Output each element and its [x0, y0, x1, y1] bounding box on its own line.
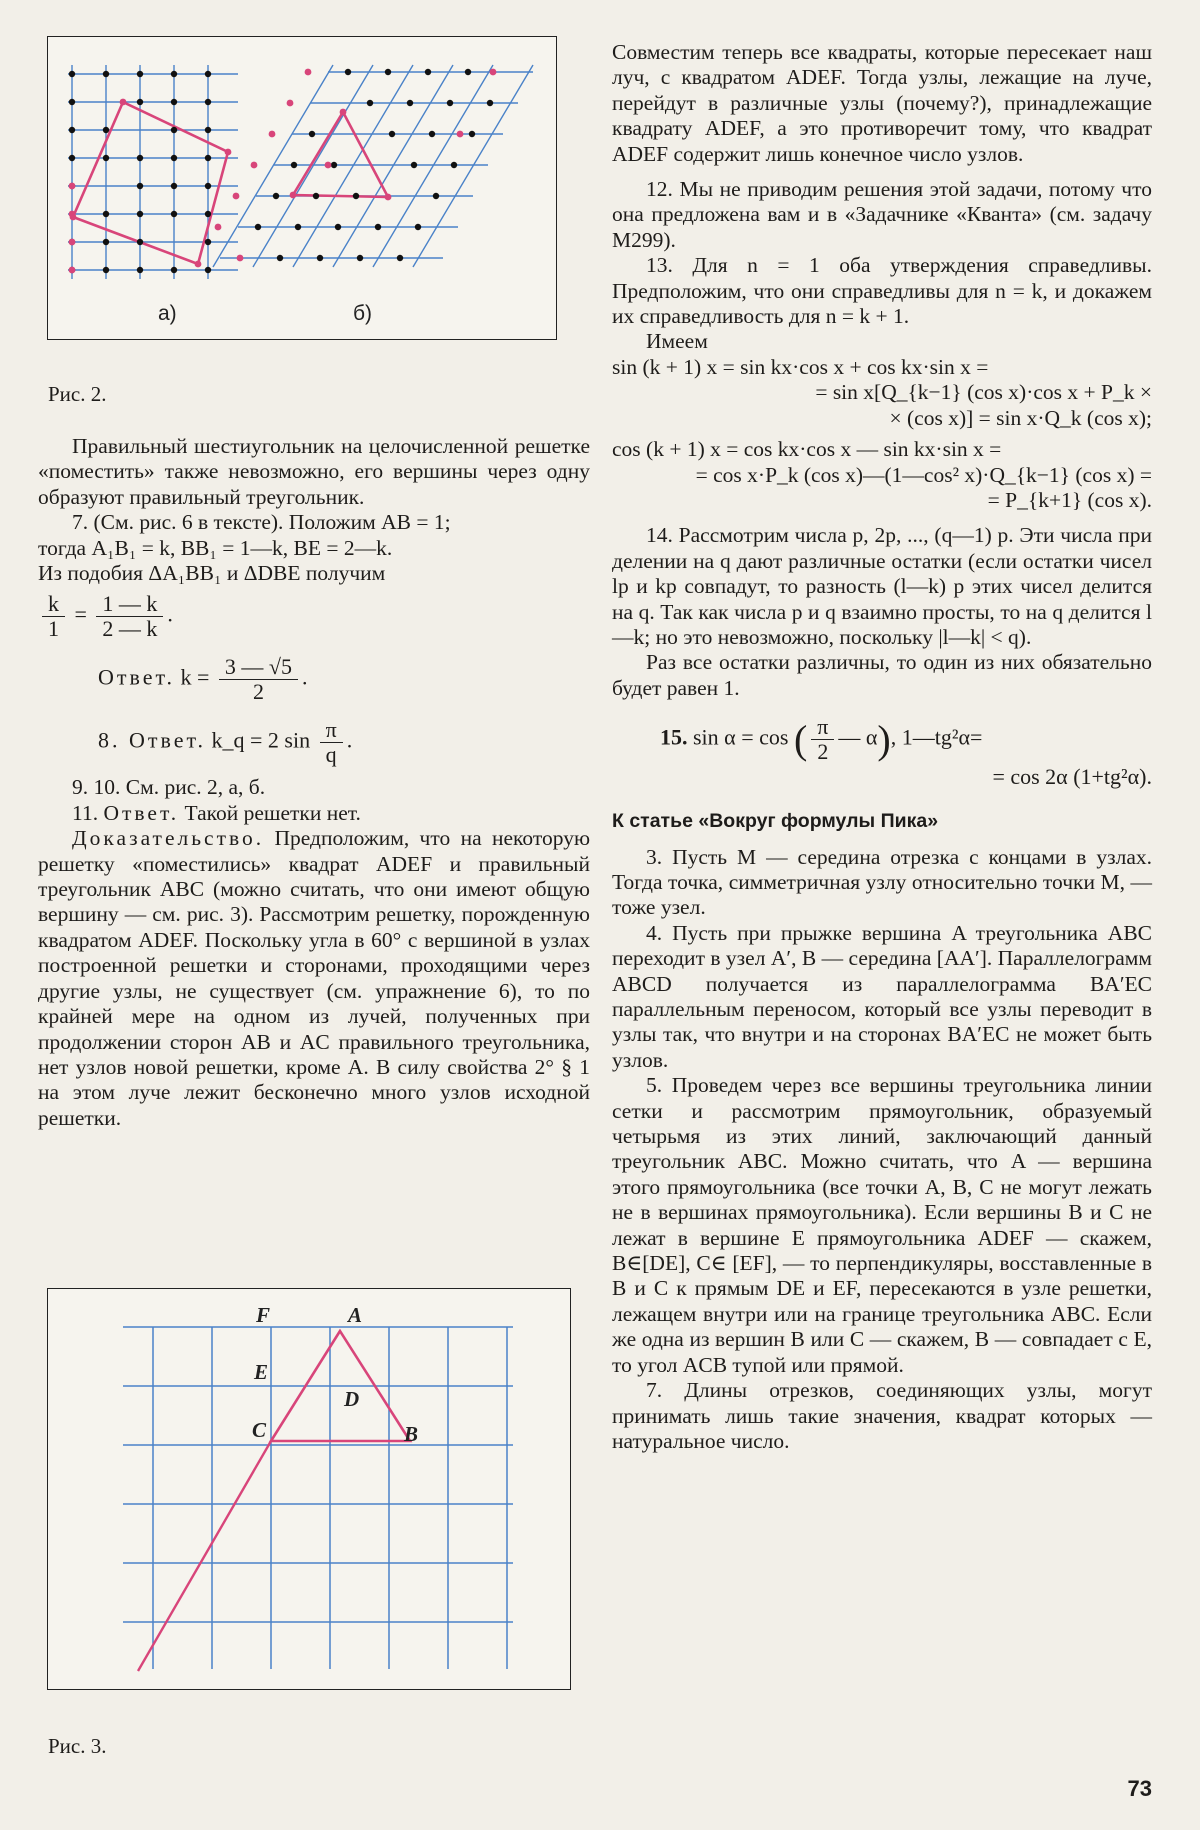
answer-7-result: Ответ. k = $\frac{3 — √5}{2}$ .	[98, 654, 308, 705]
label-a: а)	[158, 302, 177, 325]
label-D: D	[344, 1387, 360, 1411]
answer-11	[38, 801, 590, 826]
left-column	[38, 434, 590, 1131]
pick-answer-4: 4. Пусть при прыжке вершина A треугольника ABC переходит в узел A′, B — середина [AA′]. Параллелограмм ABCD получается из параллелограмма BA′EC параллельным переносом, который все узлы переводит в узлы так, что внутри и на сторонах BA′EC не может быть узлов.	[612, 920, 1152, 1072]
label-B: B	[404, 1422, 419, 1446]
answer-7-line2: тогда A₁B₁ = k, BB₁ = 1—k, BE = 2—k.	[38, 535, 393, 560]
proof-word: Доказательство.	[72, 826, 265, 851]
answer-7-line1: 7. (См. рис. 6 в тексте). Положим AB = 1;	[72, 510, 451, 535]
figure-3	[47, 1288, 571, 1690]
label-b: б)	[353, 302, 373, 325]
ray-ac	[138, 1441, 271, 1671]
answer-14-conclusion: Раз все остатки различны, то один из них обязательно будет равен 1.	[612, 650, 1152, 700]
figure-3-caption: Рис. 3.	[48, 1734, 107, 1758]
answer-8: 8. Ответ. k_q = 2 sin $\frac{\pi}{q}$ .	[98, 717, 353, 768]
proof-continuation: Совместим теперь все квадраты, которые пересекает наш луч, с квадратом ADEF. Тогда узлы, лежащие на луче, перейдут в различные узлы (почему?), принадлежащие квадрату ADEF, а это противоречит тому, что квадрат ADEF содержит лишь конечное число узлов.	[612, 40, 1152, 166]
eq7-rhs-den: 2 — k	[102, 616, 158, 642]
answer-7-num: 3 — √5	[219, 655, 298, 680]
equation-7: $\frac{k}{1}$ = $\frac{1 — k}{2 — k}$ .	[38, 592, 590, 641]
answer-7-lhs: k =	[180, 664, 210, 690]
answer-12: 12. Мы не приводим решения этой задачи, потому что она предложена вам и в «Задачнике «Кванта» (см. задачу М299).	[612, 177, 1152, 252]
eq-cos-3: = P_{k+1} (cos x).	[987, 487, 1152, 512]
eq-cos-1: cos (k + 1) x = cos kx·cos x — sin kx·sin x =	[612, 437, 1002, 462]
eq-sin-3: × (cos x)] = sin x·Q_k (cos x);	[889, 405, 1152, 430]
label-A: A	[348, 1303, 363, 1327]
answer-11-num: 11.	[72, 800, 99, 825]
answer-11-prefix: Ответ.	[103, 800, 180, 825]
eq7-rhs-num: 1 — k	[96, 592, 163, 617]
eq-sin-2: = sin x[Q_{k−1} (cos x)·cos x + P_k ×	[815, 380, 1152, 405]
pick-answer-7: 7. Длины отрезков, соединяющих узлы, могут принимать лишь такие значения, квадрат которых — натуральное число.	[612, 1378, 1152, 1453]
answer-11-text: Такой решетки нет.	[184, 800, 361, 825]
answer-13: 13. Для n = 1 оба утверждения справедливы. Предположим, что они справедливы для n = k, и докажем их справедливость для n = k + 1.	[612, 253, 1152, 329]
eq-cos-2: = cos x·P_k (cos x)—(1—cos² x)·Q_{k−1} (cos x) =	[695, 462, 1152, 487]
answer-15-frac-num: π	[811, 715, 834, 740]
label-E: E	[254, 1360, 269, 1384]
answer-14: 14. Рассмотрим числа p, 2p, ..., (q—1) p. Эти числа при делении на q дают различные остатки (если остатки чисел lp и kp совпадут, то разность (l—k) p этих чисел делится на q. Так как числа p и q взаимно просты, то на q делится l—k; но это невозможно, поскольку |l—k| < q).	[612, 523, 1152, 649]
imeem: Имеем	[646, 329, 708, 354]
answer-9-10: 9. 10. См. рис. 2, а, б.	[72, 775, 266, 800]
paragraph-hexagon: Правильный шестиугольник на целочисленной решетке «поместить» также невозможно, его вершины через одну образуют правильный треугольник.	[38, 434, 590, 509]
eq7-lhs-den: 1	[48, 616, 59, 642]
figure-2	[47, 36, 557, 340]
answer-8-den: q	[325, 742, 337, 768]
answer-15-num: 15.	[660, 724, 688, 750]
label-C: C	[252, 1418, 267, 1442]
page-number: 73	[1127, 1776, 1152, 1801]
proof-text: Предположим, что на некоторую решетку «поместились» квадрат ADEF и правильный треугольник ABC (можно считать, что они имеют общую вершину — см. рис. 3). Рассмотрим решетку, порожденную квадратом ADEF. Поскольку угла в 60° с вершиной в узлах построенной решетки и сторонами, проходящими через другие узлы, не существует (см. упражнение 6), то по крайней мере на одном из лучей, полученных при продолжении сторон AB и AC правильного треугольника, нет узлов новой решетки, кроме A. В силу свойства 2° § 1 на этом луче лежит бесконечно много узлов исходной решетки.	[38, 826, 591, 1130]
answer-7-prefix: Ответ.	[98, 664, 175, 690]
pick-answer-3: 3. Пусть M — середина отрезка с концами в узлах. Тогда точка, симметричная узлу относительно точки M, — тоже узел.	[612, 844, 1152, 920]
proof-11	[38, 826, 590, 1131]
answer-7-den: 2	[252, 679, 264, 705]
pick-answer-5: 5. Проведем через все вершины треугольника линии сетки и рассмотрим прямоугольник, образуемый четырьмя из этих линий, заключающий данный треугольник ABC. Можно считать, что A — вершина этого прямоугольника (все точки A, B, C не могут лежать не в вершинах прямоугольника). Если вершины B и C не лежат в вершине E прямоугольника ADEF — скажем, B∈[DE], C∈ [EF], — то перпендикуляры, восставленные в B и C к прямым DE и EF, пересекаются в узле решетки, лежащем внутри или на границе треугольника ABC. Если же одна из вершин B или C — скажем, B — совпадает с E, то угол ACB тупой или прямой.	[612, 1073, 1152, 1377]
eq-sin-1: sin (k + 1) x = sin kx·cos x + cos kx·sin x =	[612, 354, 989, 379]
answer-15: 15. sin α = cos ( $\frac{\pi}{2}$ — α), 1—tg²α=	[660, 714, 983, 765]
square-a	[73, 102, 228, 264]
answer-15-frac-den: 2	[817, 739, 829, 765]
section-heading: К статье «Вокруг формулы Пика»	[612, 809, 939, 832]
grid-3	[123, 1327, 513, 1669]
triangle-b	[293, 112, 388, 197]
answer-8-expr: k_q = 2 sin	[211, 727, 311, 753]
answer-8-prefix: 8. Ответ.	[98, 727, 206, 753]
answer-15-d: = cos 2α (1+tg²α).	[992, 764, 1152, 790]
answer-7-line3: Из подобия ΔA₁BB₁ и ΔDBE получим	[38, 561, 386, 586]
figure-3-drawing	[48, 1289, 570, 1689]
figure-2-drawing	[48, 37, 556, 339]
label-F: F	[256, 1303, 271, 1327]
answer-15-a: sin α = cos	[693, 724, 789, 750]
answer-8-num: π	[320, 718, 343, 743]
eq7-lhs-num: k	[42, 592, 65, 617]
right-column	[612, 40, 1152, 1454]
answer-15-c: , 1—tg²α=	[890, 724, 983, 750]
figure-2-caption: Рис. 2.	[48, 382, 107, 406]
answer-15-b: — α	[838, 724, 878, 750]
